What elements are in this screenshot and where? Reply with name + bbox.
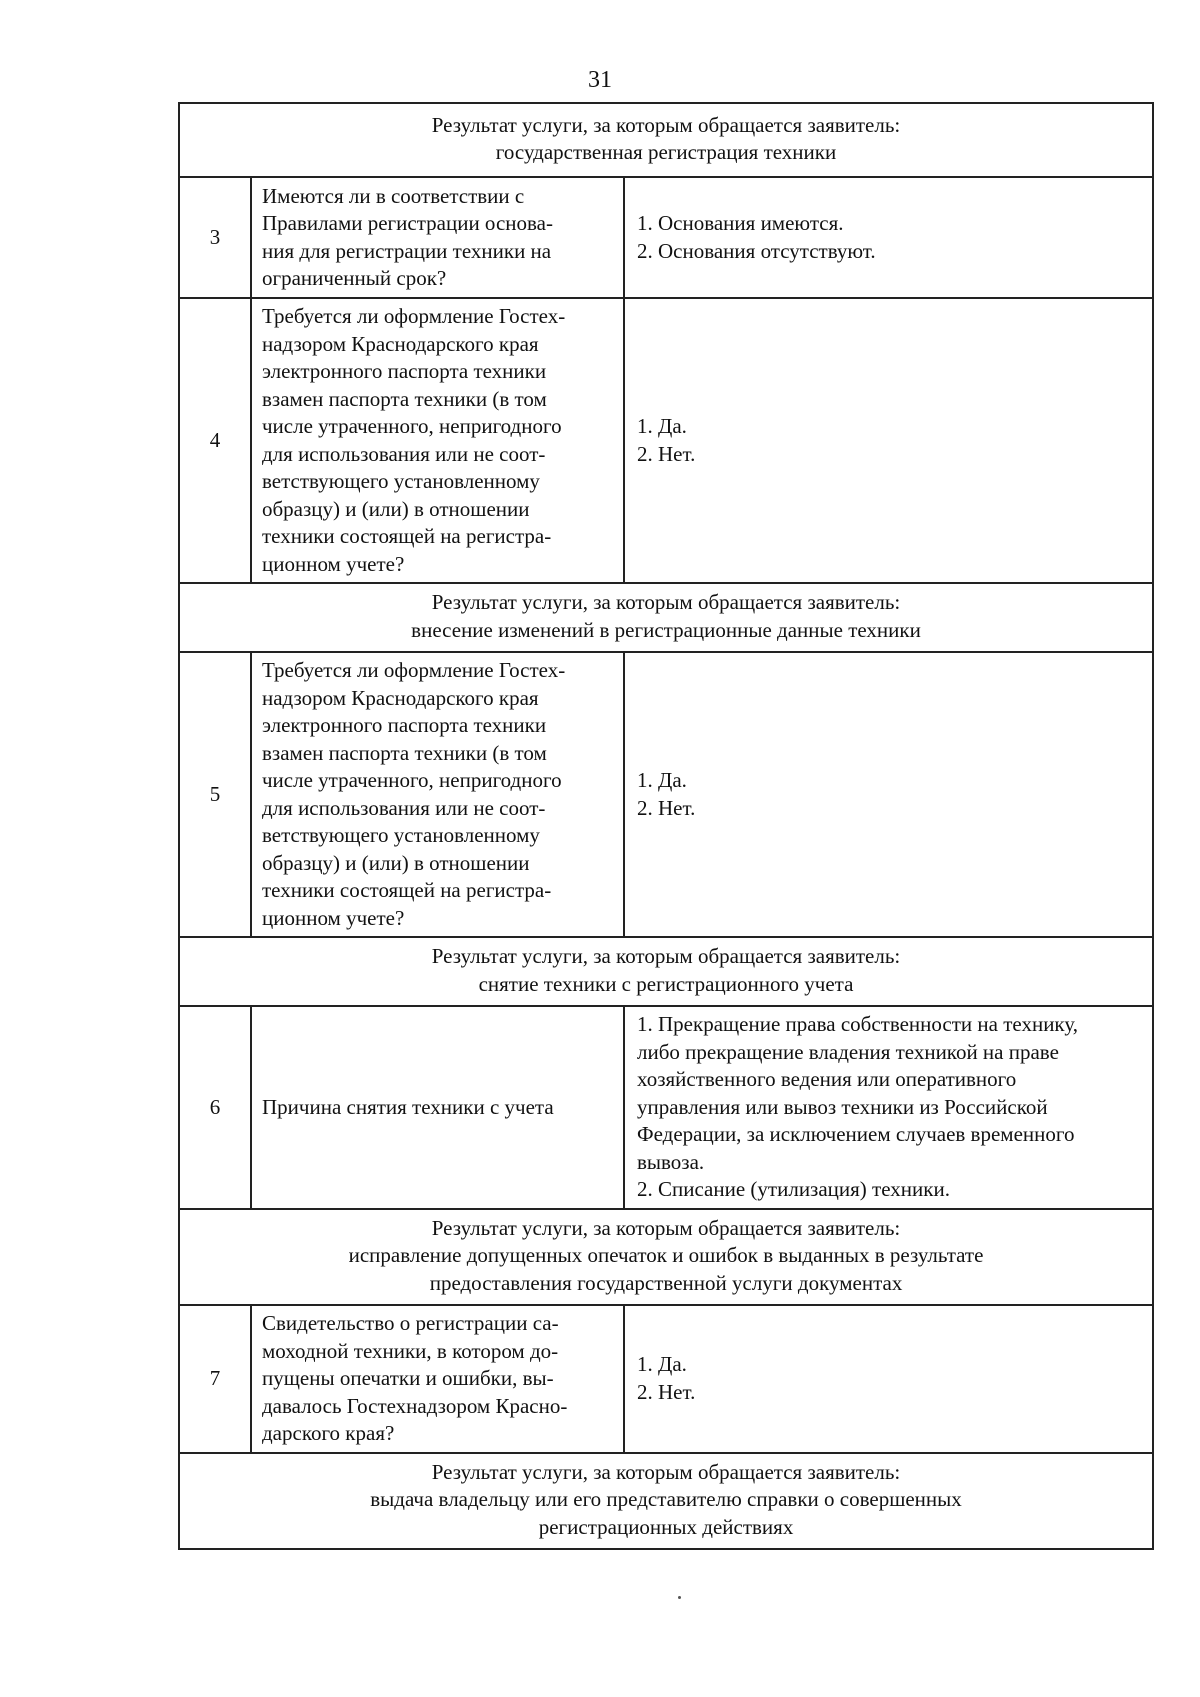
question-line: образцу) и (или) в отношении xyxy=(262,850,530,875)
answer-option: 2. Нет. xyxy=(637,441,696,466)
question-line: Правилами регистрации основа- xyxy=(262,211,553,235)
question-line: техники состоящей на регистра- xyxy=(262,524,552,548)
question-line: электронного паспорта техники xyxy=(262,713,547,737)
question-line: Требуется ли оформление Гостех- xyxy=(262,658,566,682)
answer-option: 1. Прекращение права собственности на технику, xyxy=(637,1012,1078,1036)
question-line: давалось Гостехнадзором Красно- xyxy=(262,1393,568,1418)
question-line: числе утраченного, непригодного xyxy=(262,414,562,438)
question-line: для использования или не соот- xyxy=(262,441,546,466)
table-row xyxy=(179,652,1153,937)
question-line: Имеются ли в соответствии с xyxy=(262,183,525,208)
table-row xyxy=(179,298,1153,583)
row-number: 7 xyxy=(179,1305,251,1453)
question-line: надзором Краснодарского края xyxy=(262,331,539,356)
answer-option: управления или вывоз техники из Российской xyxy=(637,1094,1048,1119)
question-cell xyxy=(251,177,624,298)
question-line: моходной техники, в котором до- xyxy=(262,1338,559,1363)
answer-option: хозяйственного ведения или оперативного xyxy=(637,1067,1017,1091)
question-line: надзором Краснодарского края xyxy=(262,685,539,710)
question-cell xyxy=(251,652,624,937)
section-header-line: Результат услуги, за которым обращается заявитель: xyxy=(431,112,901,137)
section-header-line: Результат услуги, за которым обращается заявитель: xyxy=(431,1459,901,1484)
section-header-row xyxy=(179,583,1153,652)
row-number: 6 xyxy=(179,1006,251,1209)
question-cell xyxy=(251,1006,624,1209)
section-header-line: предоставления государственной услуги документах xyxy=(429,1270,903,1295)
row-number: 4 xyxy=(179,298,251,583)
section-header-row xyxy=(179,1453,1153,1550)
question-cell xyxy=(251,298,624,583)
section-header-row xyxy=(179,1209,1153,1306)
answer-option: 2. Нет. xyxy=(637,1379,696,1404)
row-number: 5 xyxy=(179,652,251,937)
section-header xyxy=(179,583,1153,652)
answer-option: либо прекращение владения техникой на праве xyxy=(637,1039,1059,1064)
question-line: числе утраченного, непригодного xyxy=(262,768,562,792)
section-header-line: регистрационных действиях xyxy=(538,1514,794,1539)
section-header-line: внесение изменений в регистрационные данные техники xyxy=(411,617,921,642)
section-header-line: Результат услуги, за которым обращается заявитель: xyxy=(431,944,901,968)
question-line: ветствующего установленному xyxy=(262,823,540,847)
row-number: 3 xyxy=(179,177,251,298)
answer-option: 1. Да. xyxy=(637,1352,687,1377)
answer-options-cell xyxy=(624,1305,1153,1453)
question-line: дарского края? xyxy=(262,1421,395,1445)
question-line: ционном учете? xyxy=(262,905,405,930)
section-header xyxy=(179,1453,1153,1550)
answer-option: 2. Основания отсутствуют. xyxy=(637,238,876,263)
section-header-line: Результат услуги, за которым обращается заявитель: xyxy=(431,1215,901,1240)
answer-options-cell xyxy=(624,1006,1153,1209)
question-cell xyxy=(251,1305,624,1453)
question-line: образцу) и (или) в отношении xyxy=(262,496,530,521)
table-row xyxy=(179,177,1153,298)
question-line: взамен паспорта техники (в том xyxy=(262,386,547,411)
service-result-table xyxy=(178,102,1154,1550)
section-header xyxy=(179,937,1153,1006)
answer-options-cell xyxy=(624,298,1153,583)
section-header-line: выдача владельцу или его представителю справки о совершенных xyxy=(370,1487,962,1511)
answer-option: 2. Списание (утилизация) техники. xyxy=(637,1177,950,1201)
section-header-line: государственная регистрация техники xyxy=(495,140,837,164)
table-row xyxy=(179,1305,1153,1453)
answer-option: 1. Да. xyxy=(637,768,687,792)
section-header-line: снятие техники с регистрационного учета xyxy=(478,971,854,996)
question-line: ционном учете? xyxy=(262,551,405,576)
answer-option: 2. Нет. xyxy=(637,795,696,820)
question-line: ограниченный срок? xyxy=(262,266,447,290)
question-line: ветствующего установленному xyxy=(262,469,540,493)
answer-option: 1. Основания имеются. xyxy=(637,211,844,235)
section-header xyxy=(179,1209,1153,1306)
answer-option: вывоза. xyxy=(637,1149,705,1174)
section-header-row xyxy=(179,103,1153,177)
section-header xyxy=(179,103,1153,177)
question-line: Требуется ли оформление Гостех- xyxy=(262,304,566,328)
question-line: электронного паспорта техники xyxy=(262,359,547,383)
answer-options-cell xyxy=(624,652,1153,937)
page-number: 31 xyxy=(588,67,612,93)
question-line: для использования или не соот- xyxy=(262,795,546,820)
question-line: Причина снятия техники с учета xyxy=(262,1094,554,1119)
question-line: техники состоящей на регистра- xyxy=(262,878,552,902)
section-header-line: Результат услуги, за которым обращается заявитель: xyxy=(431,590,901,614)
question-line: Свидетельство о регистрации са- xyxy=(262,1311,559,1335)
table-row xyxy=(179,1006,1153,1209)
answer-options-cell xyxy=(624,177,1153,298)
question-line: пущены опечатки и ошибки, вы- xyxy=(262,1366,554,1390)
scan-speck xyxy=(678,1596,681,1599)
answer-option: 1. Да. xyxy=(637,414,687,438)
question-line: взамен паспорта техники (в том xyxy=(262,740,547,765)
answer-option: Федерации, за исключением случаев временного xyxy=(637,1122,1075,1146)
question-line: ния для регистрации техники на xyxy=(262,238,552,263)
section-header-row xyxy=(179,937,1153,1006)
section-header-line: исправление допущенных опечаток и ошибок в выданных в результате xyxy=(348,1243,984,1267)
